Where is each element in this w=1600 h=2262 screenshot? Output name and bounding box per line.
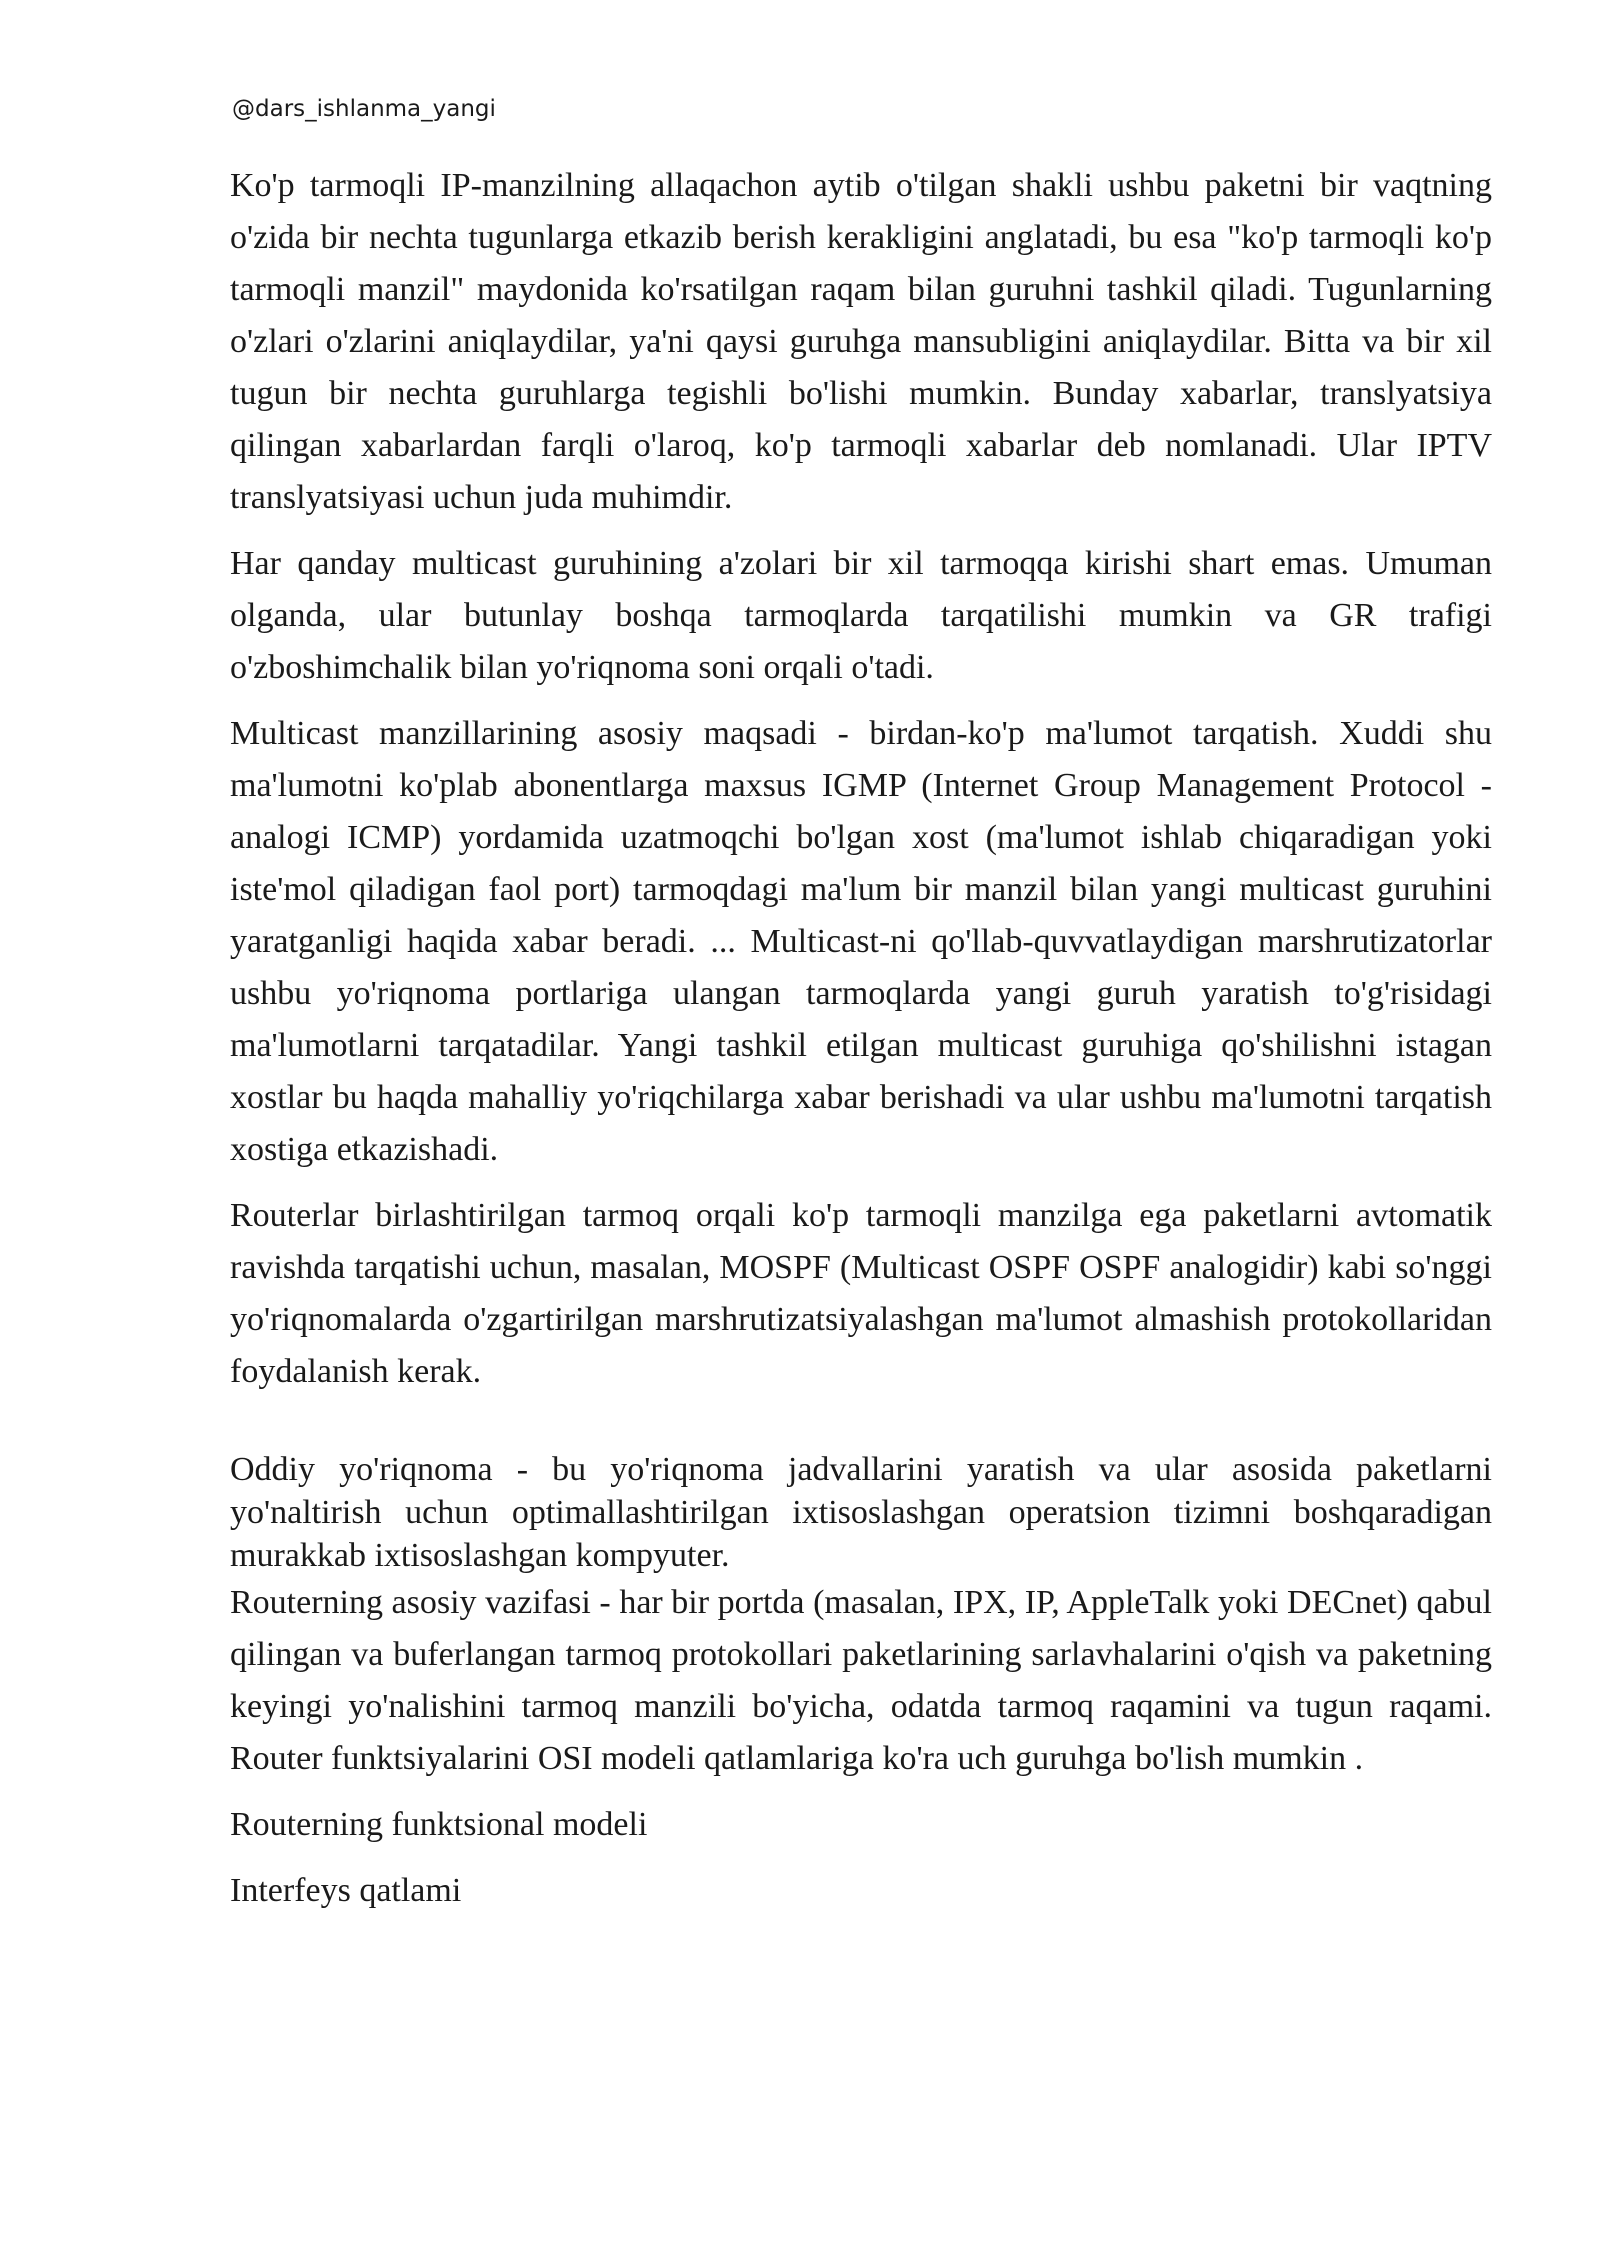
section-heading-interface-layer: Interfeys qatlami <box>230 1872 462 1909</box>
paragraph-router-definition: Oddiy yo'riqnoma - bu yo'riqnoma jadvallarini yaratish va ular asosida paketlarni yo'naltirish uchun optimallashtirilgan ixtisoslashgan operatsion tizimni boshqaradigan murakkab ixtisoslashgan kompyuter. <box>230 1451 1492 1574</box>
channel-tag: @dars_ishlanma_yangi <box>232 96 496 122</box>
section-heading-functional-model: Routerning funktsional modeli <box>230 1806 648 1843</box>
paragraph-routers-mospf: Routerlar birlashtirilgan tarmoq orqali ko'p tarmoqli manzilga ega paketlarni avtomatik ravishda tarqatishi uchun, masalan, MOSPF (Multicast OSPF OSPF analogidir) kabi so'nggi yo'riqnomalarda o'zgartirilgan marshrutizatsiyalashgan ma'lumot almashish protokollaridan foydalanish kerak. <box>230 1197 1492 1390</box>
document-body <box>230 160 1492 1931</box>
paragraph-router-main-task: Routerning asosiy vazifasi - har bir portda (masalan, IPX, IP, AppleTalk yoki DECnet) qabul qilingan va buferlangan tarmoq protokollari paketlarining sarlavhalarini o'qish va paketning keyingi yo'nalishini tarmoq manzili bo'yicha, odatda tarmoq raqamini va tugun raqami. Router funktsiyalarini OSI modeli qatlamlariga ko'ra uch guruhga bo'lish mumkin . <box>230 1584 1492 1777</box>
paragraph-multicast-purpose: Multicast manzillarining asosiy maqsadi - birdan-ko'p ma'lumot tarqatish. Xuddi shu ma'lumotni ko'plab abonentlarga maxsus IGMP (Internet Group Management Protocol - analogi ICMP) yordamida uzatmoqchi bo'lgan xost (ma'lumot ishlab chiqaradigan yoki iste'mol qiladigan faol port) tarmoqdagi ma'lum bir manzil bilan yangi multicast guruhini yaratganligi haqida xabar beradi. ... Multicast-ni qo'llab-quvvatlaydigan marshrutizatorlar ushbu yo'riqnoma portlariga ulangan tarmoqlarda yangi guruh yaratish to'g'risidagi ma'lumotlarni tarqatadilar. Yangi tashkil etilgan multicast guruhiga qo'shilishni istagan xostlar bu haqda mahalliy yo'riqchilarga xabar berishadi va ular ushbu ma'lumotni tarqatish xostiga etkazishadi. <box>230 715 1492 1168</box>
paragraph-multicast-group-members: Har qanday multicast guruhining a'zolari bir xil tarmoqqa kirishi shart emas. Umuman olganda, ular butunlay boshqa tarmoqlarda tarqatilishi mumkin va GR trafigi o'zboshimchalik bilan yo'riqnoma soni orqali o'tadi. <box>230 545 1492 686</box>
paragraph-multicast-address: Ko'p tarmoqli IP-manzilning allaqachon aytib o'tilgan shakli ushbu paketni bir vaqtning o'zida bir nechta tugunlarga etkazib berish kerakligini anglatadi, bu esa "ko'p tarmoqli ko'p tarmoqli manzil" maydonida ko'rsatilgan raqam bilan guruhni tashkil qiladi. Tugunlarning o'zlari o'zlarini aniqlaydilar, ya'ni qaysi guruhga mansubligini aniqlaydilar. Bitta va bir xil tugun bir nechta guruhlarga tegishli bo'lishi mumkin. Bunday xabarlar, translyatsiya qilingan xabarlardan farqli o'laroq, ko'p tarmoqli xabarlar deb nomlanadi. Ular IPTV translyatsiyasi uchun juda muhimdir. <box>230 167 1492 516</box>
